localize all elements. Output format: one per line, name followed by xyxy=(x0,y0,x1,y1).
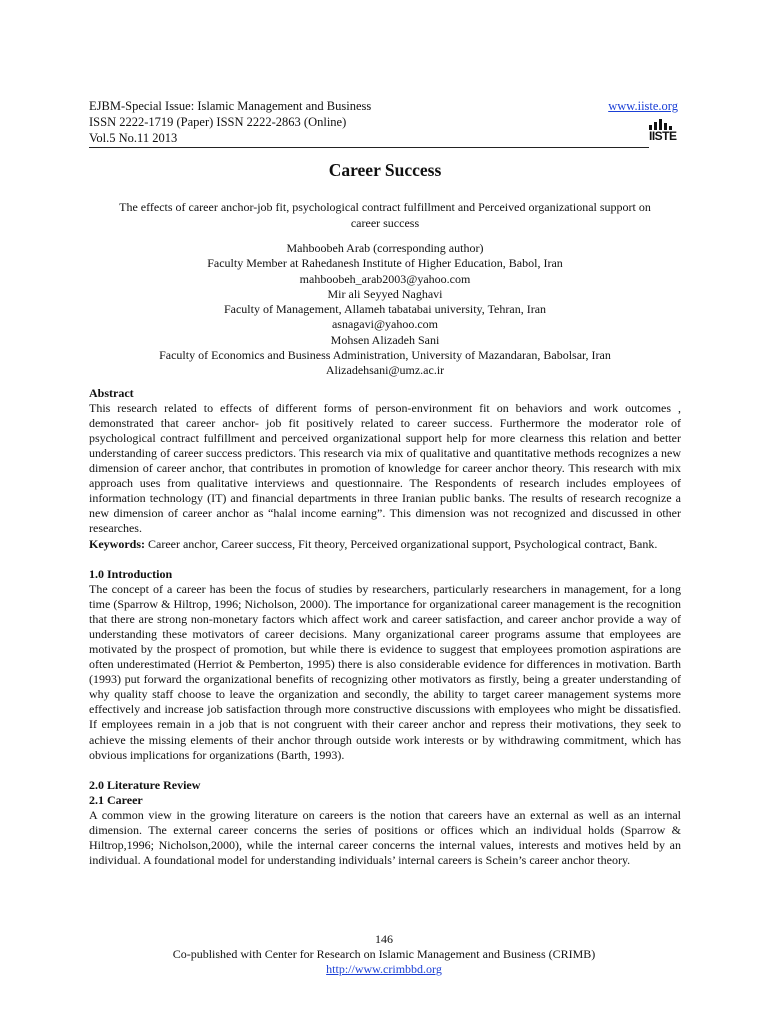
career-subheading: 2.1 Career xyxy=(89,792,143,807)
abstract-text: This research related to effects of different forms of person-environment fit on behaviors and work outcomes , demonstrated that career anchor- job fit positively related to career success. Furthermore the moderator role of psychological contract fulfillment and perceived organizational support help for more clearness this relation and better understanding of career success predictors. This research via mix of qualitative and quantitative methods recognizes a new dimension of career anchor, that contributes in promotion of knowledge for career anchor theory. This research with mix approach uses from qualitative interviews and questionnaire. The Respondents of research includes employees of information technology (IT) and financial departments in three Iranian public banks. The results of research recognize a new dimension of career anchor as “halal income earning”. This dimension was not recognized and discussed in other researches. xyxy=(89,400,681,536)
header-divider xyxy=(89,147,649,148)
author-line: Mir ali Seyyed Naghavi xyxy=(327,286,443,301)
author-email: mahboobeh_arab2003@yahoo.com xyxy=(299,271,471,286)
abstract-heading: Abstract xyxy=(89,385,134,400)
author-line: Mahboobeh Arab (corresponding author) xyxy=(286,241,484,255)
keywords xyxy=(89,537,681,552)
page-footer xyxy=(0,932,768,978)
page-number: 146 xyxy=(375,932,393,946)
author-email: Alizadehsani@umz.ac.ir xyxy=(325,363,445,378)
journal-name: EJBM-Special Issue: Islamic Management and Business xyxy=(89,99,372,113)
document-page xyxy=(89,98,681,868)
literature-text: A common view in the growing literature on careers is the notion that careers have an external as well as an internal dimension. The external career concerns the series of positions or offices which an individual holds (Sparrow & Hiltrop,1996; Nicholson,2000), while the internal career concerns the internal values, interests and motives held by an individual. A foundational model for understanding individuals’ internal careers is Schein’s career anchor theory. xyxy=(89,807,681,868)
author-line: Faculty Member at Rahedanesh Institute of Higher Education, Babol, Iran xyxy=(207,256,563,271)
logo-text: IISTE xyxy=(649,129,677,143)
keywords-label: Keywords: xyxy=(89,536,145,551)
iiste-logo xyxy=(649,118,677,144)
crimb-link[interactable]: http://www.crimbbd.org xyxy=(326,962,442,977)
keywords-list: Career anchor, Career success, Fit theory, Perceived organizational support, Psychological contract, Bank. xyxy=(148,536,658,551)
author-block xyxy=(89,241,681,379)
introduction-heading: 1.0 Introduction xyxy=(89,566,173,581)
author-line: Faculty of Economics and Business Administration, University of Mazandaran, Babolsar, Iran xyxy=(159,348,611,363)
paper-title: Career Success xyxy=(328,160,442,180)
paper-subtitle: The effects of career anchor-job fit, psychological contract fulfillment and Perceived organizational support on career success xyxy=(119,200,651,230)
author-line: Faculty of Management, Allameh tabatabai university, Tehran, Iran xyxy=(223,302,547,317)
introduction-text: The concept of a career has been the focus of studies by researchers, particularly researchers in management, for a long time (Sparrow & Hiltrop, 1996; Nicholson, 2000). The importance for organizational career management is the recognition that there are strong non-monetary factors which affect work and career satisfaction, and career anchor provide a way of understanding these motivators of career decisions. Many organizational career programs assume that employees are motivated by the prospect of promotion, but while there is evidence to suggest that employees promotion aspirations are often underestimated (Herriot & Pemberton, 1995) there is also considerable evidence for differences in motivation. Barth (1993) put forward the organizational benefits of recognizing other motivators as firstly, being a greater understanding of why quality staff choose to leave the organization and secondly, the ability to target career management systems more effectively and increase job satisfaction through more constructive discussions with employees who might be dissatisfied. If employees remain in a job that is not congruent with their career anchor and repress their motivations, they seek to achieve the missing elements of their anchor through outside work interests or by withdrawing commitment, which has obvious implications for organizations (Barth, 1993). xyxy=(89,581,681,762)
author-line: Mohsen Alizadeh Sani xyxy=(330,332,440,347)
copublished-line: Co-published with Center for Research on Islamic Management and Business (CRIMB) xyxy=(172,947,596,962)
volume-line: Vol.5 No.11 2013 xyxy=(89,131,178,145)
author-email: asnagavi@yahoo.com xyxy=(331,317,439,332)
website-link[interactable]: www.iiste.org xyxy=(608,99,678,113)
literature-heading: 2.0 Literature Review xyxy=(89,777,201,792)
issn-line: ISSN 2222-1719 (Paper) ISSN 2222-2863 (Online) xyxy=(89,115,347,129)
running-header xyxy=(89,98,681,146)
